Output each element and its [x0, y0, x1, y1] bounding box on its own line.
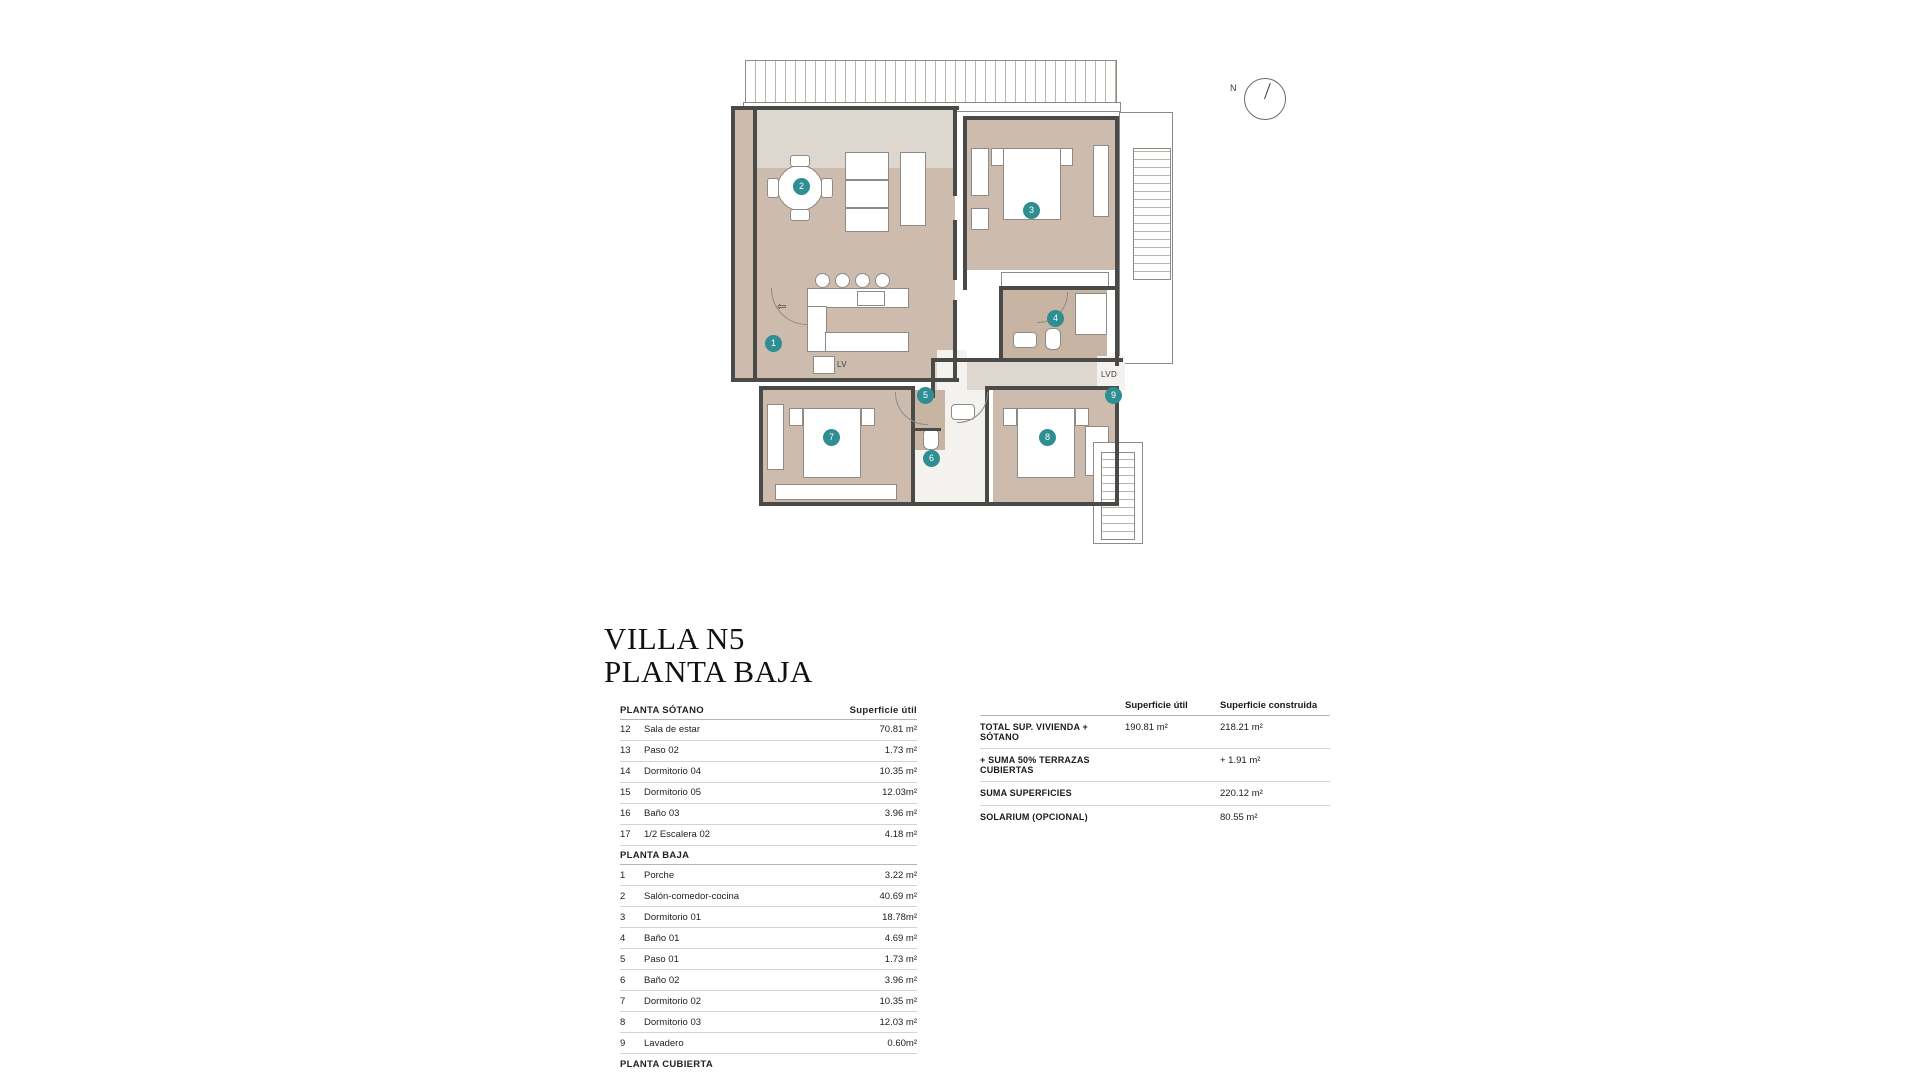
section-heading-row [620, 846, 917, 866]
row-area: 0.60m² [887, 1037, 917, 1049]
row-label: Baño 03 [644, 808, 680, 819]
compass-icon [1230, 78, 1284, 132]
row-number: 14 [620, 766, 631, 777]
wall [953, 220, 957, 280]
compass-north-label: N [1230, 83, 1237, 93]
wall [1115, 386, 1119, 506]
useful-area-column-header: Superficie útil [849, 704, 917, 716]
row-label: 1/2 Escalera 02 [644, 829, 711, 840]
marker-9: 9 [1105, 387, 1122, 404]
wardrobe [971, 148, 989, 196]
table-row [620, 865, 917, 886]
dining-chair [790, 155, 810, 167]
table-row [620, 825, 917, 846]
page-title-line1: VILLA N5 [604, 621, 745, 656]
sofa [845, 152, 889, 180]
wall [999, 286, 1119, 290]
row-area: 1.73 m² [884, 953, 917, 965]
bar-stool [875, 273, 890, 288]
page-title [604, 622, 813, 688]
washbasin [1013, 332, 1037, 348]
wall [931, 358, 1123, 362]
row-label: Sala de estar [644, 724, 700, 735]
table-row [620, 970, 917, 991]
table-row [620, 1033, 917, 1054]
totals-row-label: + SUMA 50% TERRAZAS CUBIERTAS [980, 755, 1090, 775]
table-row [620, 907, 917, 928]
dining-chair [767, 178, 779, 198]
row-number: 5 [620, 953, 626, 965]
table-row [620, 720, 917, 741]
row-label: Dormitorio 01 [644, 911, 702, 923]
table-row [620, 783, 917, 804]
table-row [620, 886, 917, 907]
marker-6: 6 [923, 450, 940, 467]
row-area: 70.81 m² [879, 724, 917, 735]
entrance-arrow-icon: ⇦ [777, 301, 787, 313]
wall [759, 386, 763, 506]
row-area: 3.96 m² [884, 808, 917, 819]
row-area: 10.35 m² [879, 766, 917, 777]
armchair [845, 208, 889, 232]
wall [963, 116, 967, 290]
row-label: Dormitorio 04 [644, 766, 702, 777]
wardrobe [1093, 145, 1109, 217]
wardrobe-run [775, 484, 897, 500]
totals-row-label: SOLARIUM (OPCIONAL) [980, 812, 1088, 822]
dining-chair [821, 178, 833, 198]
totals-column-headers [980, 700, 1330, 715]
table-row [620, 804, 917, 825]
totals-row [980, 782, 1330, 806]
table-row [620, 741, 917, 762]
marker-3: 3 [1023, 202, 1040, 219]
sofa [845, 180, 889, 208]
dining-chair [790, 209, 810, 221]
row-area: 1.73 m² [884, 745, 917, 756]
marker-8: 8 [1039, 429, 1056, 446]
row-label: Dormitorio 03 [644, 1016, 702, 1028]
marker-5: 5 [917, 387, 934, 404]
row-area: 18.78m² [882, 911, 917, 923]
table-row [620, 762, 917, 783]
row-number: 12 [620, 724, 631, 735]
row-number: 17 [620, 829, 631, 840]
row-area: 12.03m² [882, 787, 917, 798]
section-heading-row [620, 700, 917, 720]
wall [999, 286, 1003, 362]
nightstand [991, 148, 1004, 166]
totals-row-useful: 190.81 m² [1125, 722, 1168, 733]
row-number: 9 [620, 1037, 626, 1049]
row-number: 3 [620, 911, 626, 923]
nightstand [861, 408, 875, 426]
totals-row-built: 80.55 m² [1220, 812, 1258, 823]
wardrobe [971, 208, 989, 230]
wall [731, 106, 959, 110]
bar-stool [835, 273, 850, 288]
wall [989, 386, 1119, 390]
row-label: Paso 02 [644, 745, 679, 756]
row-number: 2 [620, 890, 626, 902]
totals-row-label: TOTAL SUP. VIVIENDA + SÓTANO [980, 722, 1088, 742]
bar-stool [815, 273, 830, 288]
nightstand [1003, 408, 1017, 426]
wall [963, 116, 1119, 120]
entry-niche [937, 350, 967, 390]
table-row [620, 928, 917, 949]
nightstand [789, 408, 803, 426]
nightstand [1060, 148, 1073, 166]
row-area: 3.96 m² [884, 974, 917, 986]
wall [731, 378, 959, 382]
cooktop [857, 291, 885, 306]
wall [953, 300, 957, 382]
totals-row [980, 806, 1330, 829]
kitchen-counter [807, 306, 827, 352]
marker-7: 7 [823, 429, 840, 446]
row-area: 10.35 m² [879, 995, 917, 1007]
marker-1: 1 [765, 335, 782, 352]
section-heading-row [620, 1054, 917, 1073]
totals-table [980, 700, 1330, 829]
wall [753, 108, 757, 382]
bar-stool [855, 273, 870, 288]
kitchen-counter [825, 332, 909, 352]
dishwasher-label: LV [837, 360, 847, 369]
wall [731, 108, 735, 382]
wall [759, 502, 1119, 506]
shower-tray [1075, 293, 1107, 335]
marker-4: 4 [1047, 310, 1064, 327]
row-area: 12.03 m² [879, 1016, 917, 1028]
row-area: 4.69 m² [884, 932, 917, 944]
surface-schedule-table [620, 700, 917, 1073]
row-label: Baño 02 [644, 974, 680, 986]
floor-plan-drawing [745, 60, 1275, 640]
table-row [620, 991, 917, 1012]
col-header-useful: Superficie útil [1125, 700, 1188, 711]
sink [813, 356, 835, 374]
row-label: Salón-comedor-cocina [644, 890, 740, 902]
row-label: Baño 01 [644, 932, 680, 944]
table-row [620, 1012, 917, 1033]
row-label: Dormitorio 05 [644, 787, 702, 798]
room-porche [733, 110, 755, 380]
totals-row-label: SUMA SUPERFICIES [980, 788, 1072, 798]
row-number: 6 [620, 974, 626, 986]
row-area: 3.22 m² [884, 869, 917, 881]
tv-unit [900, 152, 926, 226]
row-label: Dormitorio 02 [644, 995, 702, 1007]
table-row [620, 949, 917, 970]
row-label: Paso 01 [644, 953, 679, 965]
row-number: 15 [620, 787, 631, 798]
row-number: 1 [620, 869, 626, 881]
col-header-built: Superficie construida [1220, 700, 1318, 711]
row-label: Lavadero [644, 1037, 684, 1049]
row-area: 40.69 m² [879, 890, 917, 902]
page-title-line2: PLANTA BAJA [604, 654, 813, 689]
row-number: 8 [620, 1016, 626, 1028]
pergola-hatch [745, 60, 1117, 104]
totals-row-built: 218.21 m² [1220, 722, 1263, 733]
section-heading-sotano: PLANTA SÓTANO [620, 704, 704, 716]
wall [1115, 116, 1119, 366]
totals-row-built: + 1.91 m² [1220, 755, 1261, 766]
washer-dryer-label: LVD [1101, 370, 1118, 379]
wardrobe [767, 404, 784, 470]
exterior-stair-run [1133, 148, 1171, 280]
row-number: 4 [620, 932, 626, 944]
totals-row-built: 220.12 m² [1220, 788, 1263, 799]
totals-row [980, 749, 1330, 782]
wall [953, 106, 957, 196]
toilet [1045, 328, 1061, 350]
row-number: 16 [620, 808, 631, 819]
wall [759, 386, 915, 390]
section-heading-planta-cubierta: PLANTA CUBIERTA [620, 1058, 713, 1070]
row-label: Porche [644, 869, 675, 881]
row-number: 13 [620, 745, 631, 756]
toilet [923, 428, 939, 450]
section-heading-planta-baja: PLANTA BAJA [620, 850, 690, 861]
row-number: 7 [620, 995, 626, 1007]
marker-2: 2 [793, 178, 810, 195]
nightstand [1075, 408, 1089, 426]
wall [915, 428, 941, 431]
totals-row [980, 715, 1330, 749]
row-area: 4.18 m² [884, 829, 917, 840]
